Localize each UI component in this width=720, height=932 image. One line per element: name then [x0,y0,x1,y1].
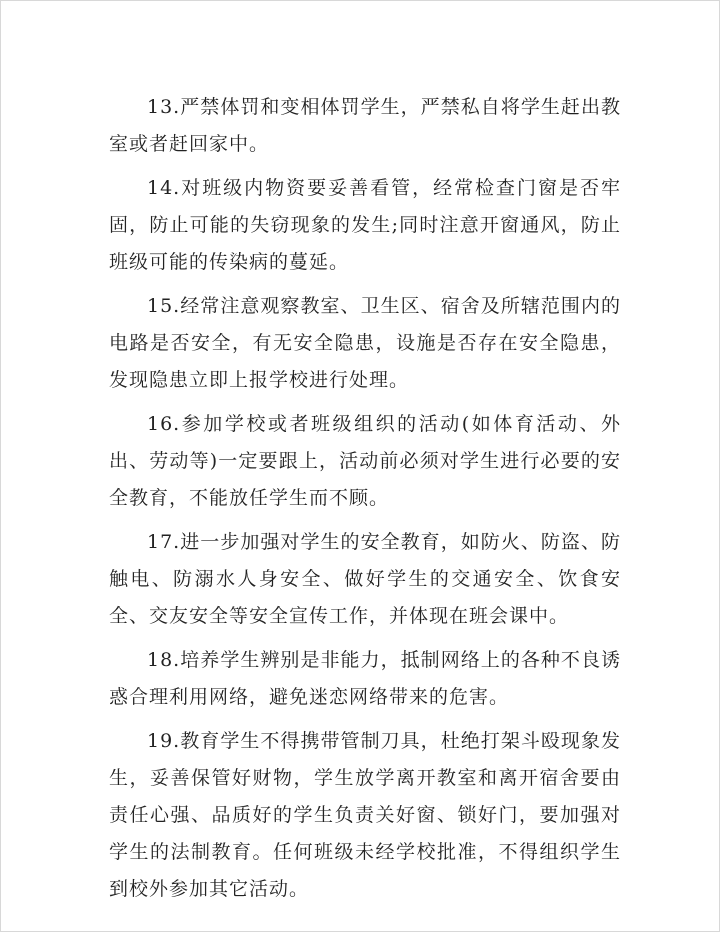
document-body [109,89,621,915]
paragraph-18: 18.培养学生辨别是非能力，抵制网络上的各种不良诱惑合理利用网络，避免迷恋网络带来的危害。 [109,649,621,708]
paragraph-19: 19.教育学生不得携带管制刀具，杜绝打架斗殴现象发生，妥善保管好财物，学生放学离开教室和离开宿舍要由责任心强、品质好的学生负责关好窗、锁好门，要加强对学生的法制教育。任何班级未经学校批准，不得组织学生到校外参加其它活动。 [109,730,621,900]
paragraph-14: 14.对班级内物资要妥善看管，经常检查门窗是否牢固，防止可能的失窃现象的发生;同时注意开窗通风，防止班级可能的传染病的蔓延。 [109,177,621,273]
paragraph-13: 13.严禁体罚和变相体罚学生，严禁私自将学生赶出教室或者赶回家中。 [109,96,621,155]
paragraph-16: 16.参加学校或者班级组织的活动(如体育活动、外出、劳动等)一定要跟上，活动前必须对学生进行必要的安全教育，不能放任学生而不顾。 [109,413,621,509]
paragraph-17: 17.进一步加强对学生的安全教育，如防火、防盗、防触电、防溺水人身安全、做好学生的交通安全、饮食安全、交友安全等安全宣传工作，并体现在班会课中。 [109,531,621,627]
paragraph-15: 15.经常注意观察教室、卫生区、宿舍及所辖范围内的电路是否安全，有无安全隐患，设施是否存在安全隐患，发现隐患立即上报学校进行处理。 [109,295,621,391]
